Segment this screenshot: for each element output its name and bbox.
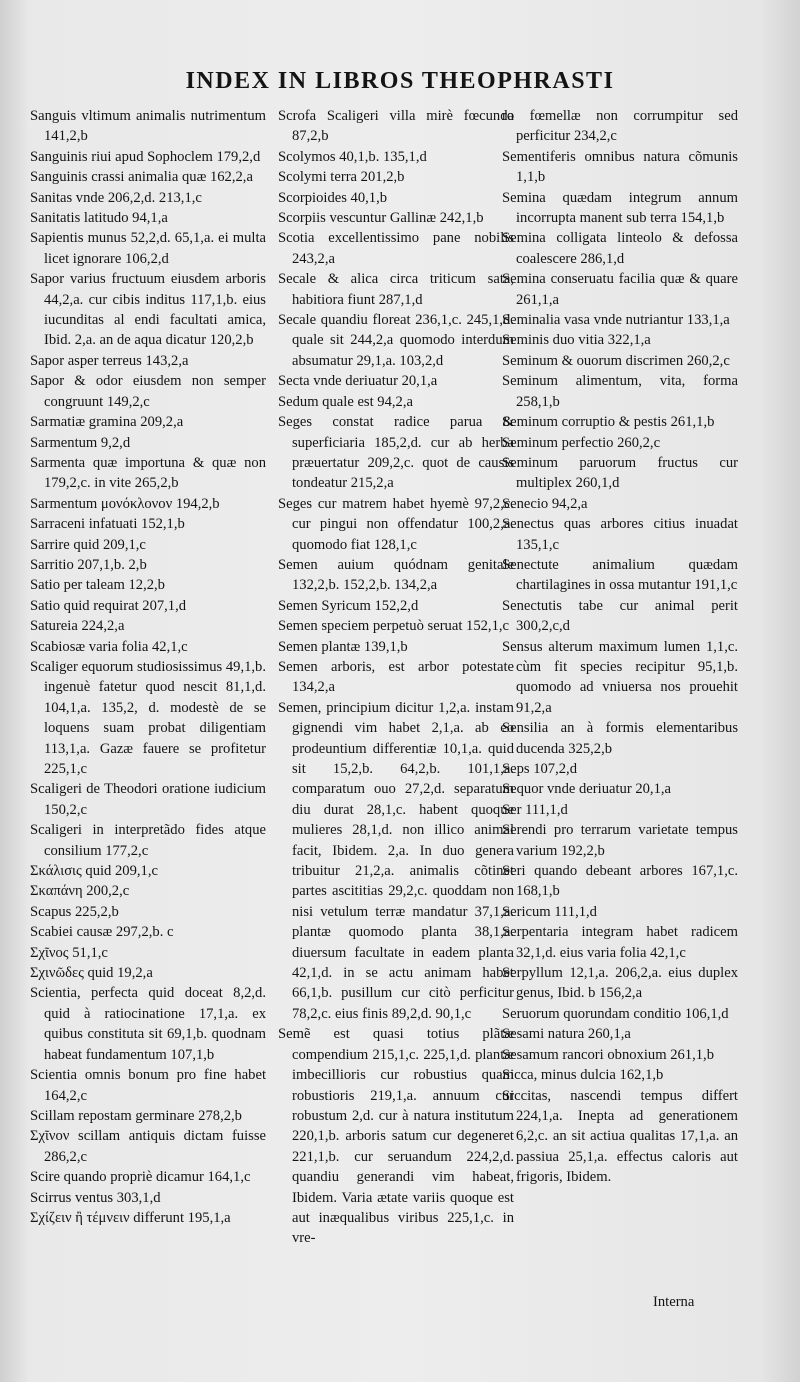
index-entry: Scorpiis vescuntur Gallinæ 242,1,b [278, 210, 484, 227]
index-entry: Scolymos 40,1,b. 135,1,d [278, 148, 427, 165]
index-entry: Σχινῶδες quid 19,2,a [30, 965, 153, 982]
index-entry: Sarmentum μονόκλονον 194,2,b [30, 495, 220, 512]
index-entry: Semen auium quódnam genitale 132,2,b. 152,2,b. 134,2,a [278, 556, 514, 594]
index-entry: Semen plantæ 139,1,b [278, 638, 408, 655]
index-entry: Semina conseruatu facilia quæ & quare 261,1,a [502, 271, 738, 308]
index-entry: Scolymi terra 201,2,b [278, 169, 405, 186]
index-entry: Scaliger equorum studiosissimus 49,1,b. ingenuè fatetur quod nescit 81,1,d. 104,1,a. 135,2, d. modestè de se loquens suam probat diligentiam 113,1,a. Gazæ fauere se profitetur 225,1,c [30, 658, 266, 777]
index-entry: Sarritio 207,1,b. 2,b [30, 556, 147, 573]
index-entry: Senectute animalium quædam chartilagines in ossa mutantur 191,1,c [502, 556, 738, 594]
catchword: Interna [653, 1294, 695, 1310]
index-entry: Scientia omnis bonum pro fine habet 164,2,c [30, 1067, 266, 1104]
index-entry: Scire quando propriè dicamur 164,1,c [30, 1169, 251, 1186]
index-entry: Seruorum quorundam conditio 106,1,d [502, 1005, 729, 1022]
index-entry: Sicca, minus dulcia 162,1,b [502, 1067, 664, 1084]
index-entry: Seminum alimentum, vita, forma 258,1,b [502, 373, 738, 410]
index-entry: Seminum & ouorum discrimen 260,2,c [502, 352, 730, 369]
index-entry: Semina quædam integrum annum incorrupta manent sub terra 154,1,b [502, 189, 738, 227]
index-entry: Sapor varius fructuum eiusdem arboris 44,2,a. cur cibis inditus 117,1,b. eius iucunditas al endi facultati amica, Ibid. 2,a. an de aqua dicatur 120,2,b [30, 271, 266, 349]
index-entry: Sedum quale est 94,2,a [278, 393, 413, 410]
index-entry: Semen arboris, est arbor potestate 134,2,a [278, 658, 514, 696]
index-entry: Sarmenta quæ importuna & quæ non 179,2,c. in vite 265,2,b [30, 454, 266, 492]
index-entry: Sarmatiæ gramina 209,2,a [30, 414, 184, 431]
index-entry: Sarmentum 9,2,d [30, 434, 131, 451]
index-entry: Sericum 111,1,d [502, 903, 597, 920]
index-entry: Scaligeri de Theodori oratione iudicium 150,2,c [30, 781, 266, 818]
index-entry: Sanitatis latitudo 94,1,a [30, 210, 168, 227]
index-column-3 [502, 106, 738, 1188]
index-entry: Seri quando debeant arbores 167,1,c. 168,1,b [502, 863, 738, 900]
index-entry: Senectus quas arbores citius inuadat 135,1,c [502, 516, 738, 553]
index-entry: Sarraceni infatuati 152,1,b [30, 516, 185, 533]
index-entry: Seges cur matrem habet hyemè 97,2,c. cur pingui non offendatur 100,2,a. quomodo fiat 128,1,c [278, 495, 514, 553]
index-entry: Sensus alterum maximum lumen 1,1,c. cùm fit species recipitur 95,1,b. quomodo ad vniuersa nos prouehit 91,2,a [502, 638, 738, 716]
index-entry: Satureia 224,2,a [30, 618, 125, 635]
index-entry: Seminum paruorum fructus cur multiplex 260,1,d [502, 454, 738, 492]
index-entry: Sementiferis omnibus natura cõmunis 1,1,b [502, 148, 738, 186]
index-entry: Semen Syricum 152,2,d [278, 597, 419, 614]
index-entry: Sapor & odor eiusdem non semper congruunt 149,2,c [30, 373, 266, 410]
index-entry: Sequor vnde deriuatur 20,1,a [502, 781, 671, 798]
index-entry: Satio per taleam 12,2,b [30, 577, 165, 594]
index-entry: Sanguinis crassi animalia quæ 162,2,a [30, 169, 253, 186]
index-entry: Sapor asper terreus 143,2,a [30, 352, 189, 369]
index-entry: Serpentaria integram habet radicem 32,1,d. eius varia folia 42,1,c [502, 924, 738, 961]
index-entry: Sanguis vltimum animalis nutrimentum 141,2,b [30, 108, 266, 145]
index-column-1 [30, 106, 266, 1228]
running-header: INDEX IN LIBROS THEOPHRASTI [185, 68, 615, 94]
index-entry: Seminis duo vitia 322,1,a [502, 332, 651, 349]
index-entry: Σχῖνος 51,1,c [30, 944, 108, 961]
index-entry: Scabiei causæ 297,2,b. c [30, 924, 174, 941]
index-entry: Seps 107,2,d [502, 761, 577, 777]
index-entry: Σχῖνον scillam antiquis dictam fuisse 286,2,c [30, 1128, 266, 1165]
index-entry: Secale quandiu floreat 236,1,c. 245,1,d. quale sit 244,2,a quomodo interdum absumatur 29,1,a. 103,2,d [278, 312, 514, 369]
index-entry: Secta vnde deriuatur 20,1,a [278, 373, 438, 390]
index-entry: Sesami natura 260,1,a [502, 1026, 631, 1043]
index-entry: Sapientis munus 52,2,d. 65,1,a. ei multa licet ignorare 106,2,d [30, 230, 266, 267]
index-entry: Senecio 94,2,a [502, 495, 588, 512]
index-entry: Semen, principium dicitur 1,2,a. instam gignendi vim habet 2,1,a. ab eo prodeuntium differentiæ 10,1,a. quid sit 15,2,b. 64,2,b. 101,1,a. comparatum ouo 27,2,d. separatum diu durat 28,1,c. habent quoque mulieres 28,1,d. non illico animal facit, Ibidem. 2,a. In duo genera tribuitur 21,2,a. animalis cõtinet partes ascititias 29,2,c. quoddam non nisi vetulum terræ mandatur 37,1,a. plantæ quomodo planta 38,1,a. diuersum facultate in eadem planta 42,1,d. in se actu animam habet 66,1,b. pusillum cur citò perficitur 78,2,c. eius finis 89,2,d. 90,1,c [278, 699, 514, 1022]
index-entry: Senectutis tabe cur animal perit 300,2,c,d [502, 597, 738, 635]
index-entry: Semina colligata linteolo & defossa coalescere 286,1,d [502, 230, 738, 267]
index-entry: Sesamum rancori obnoxium 261,1,b [502, 1046, 714, 1063]
index-entry: Sensilia an à formis elementaribus ducenda 325,2,b [502, 720, 738, 757]
index-entry: Σκαπάνη 200,2,c [30, 883, 130, 900]
index-entry: Semẽ est quasi totius plãtæ compendium 215,1,c. 225,1,d. plantæ imbecillioris cur robustius quam robustioris 219,1,a. annuum cur robustum 2,d. cur à natura institutum 220,1,b. arboris satum cur degeneret 221,1,b. cur seruandum 224,2,d. quandiu generandi vim habeat, Ibidem. Varia ætate variis quoque est aut inæqualibus viribus 225,1,c. in vre- [278, 1026, 514, 1247]
index-entry: Siccitas, nascendi tempus differt 224,1,a. Inepta ad generationem 6,2,c. an sit actiua qualitas 17,1,a. an passiua 25,1,a. effectus caloris aut frigoris, Ibidem. [502, 1087, 738, 1186]
index-entry: Scrofa Scaligeri villa mirè fœcunda 87,2,b [278, 108, 514, 145]
index-entry: Scientia, perfecta quid doceat 8,2,d. quid à ratiocinatione 17,1,a. ex quibus constituta sit 69,1,b. quodnam habeat fundamentum 107,1,b [30, 985, 266, 1063]
index-entry: Scabiosæ varia folia 42,1,c [30, 638, 188, 655]
index-entry: Sarrire quid 209,1,c [30, 536, 146, 553]
index-entry: Serendi pro terrarum varietate tempus varium 192,2,b [502, 822, 738, 859]
index-entry: Sanitas vnde 206,2,d. 213,1,c [30, 189, 202, 206]
index-entry: Satio quid requirat 207,1,d [30, 597, 187, 614]
index-entry: Semen speciem perpetuò seruat 152,1,c [278, 618, 509, 635]
index-entry: Scorpioides 40,1,b [278, 189, 388, 206]
index-entry: Scillam repostam germinare 278,2,b [30, 1107, 242, 1124]
index-entry: Seminum perfectio 260,2,c [502, 434, 661, 451]
index-entry: Seges constat radice parua & superficiaria 185,2,d. cur ab herba præuertatur 209,2,c. quot de causis tondeatur 215,2,a [278, 414, 514, 492]
index-entry: Σχίζειν ἢ τέμνειν differunt 195,1,a [30, 1209, 231, 1226]
index-entry: Ser 111,1,d [502, 801, 568, 818]
index-entry: ro fœmellæ non corrumpitur sed perficitur 234,2,c [502, 108, 738, 145]
index-entry: Scotia excellentissimo pane nobilis 243,2,a [278, 230, 514, 267]
index-entry: Scaligeri in interpretãdo fides atque consilium 177,2,c [30, 822, 266, 859]
index-entry: Scirrus ventus 303,1,d [30, 1189, 161, 1206]
index-entry: Seminalia vasa vnde nutriantur 133,1,a [502, 312, 730, 329]
index-entry: Sanguinis riui apud Sophoclem 179,2,d [30, 148, 261, 165]
index-entry: Scapus 225,2,b [30, 903, 119, 920]
index-entry: Serpyllum 12,1,a. 206,2,a. eius duplex genus, Ibid. b 156,2,a [502, 965, 738, 1002]
index-entry: Secale & alica circa triticum sata, habitiora fiunt 287,1,d [278, 271, 514, 308]
index-entry: Σκάλισις quid 209,1,c [30, 863, 158, 880]
index-column-2 [278, 106, 514, 1249]
index-entry: Seminum corruptio & pestis 261,1,b [502, 414, 715, 431]
